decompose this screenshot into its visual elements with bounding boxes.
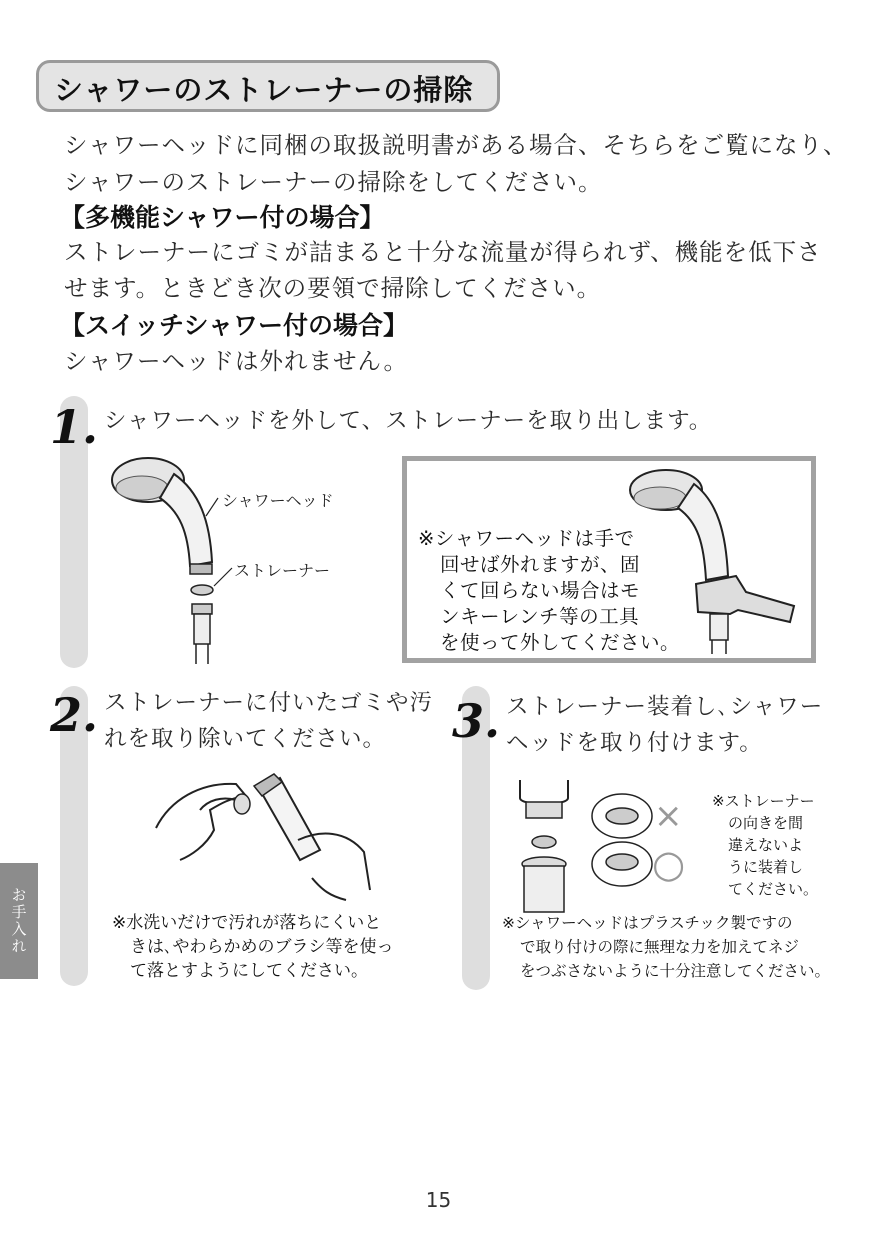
step3-note-line-2: で取り付けの際に無理な力を加えてネジ — [520, 938, 800, 956]
label-strainer: ストレーナー — [234, 561, 331, 580]
step2-note-line-1: ※水洗いだけで汚れが落ちにくいと — [112, 913, 382, 933]
step1-note-line-3: くて回らない場合はモ — [440, 579, 641, 602]
step3-side-note-line-4: うに装着し — [728, 858, 804, 876]
step3-side-note-line-3: 違えないよ — [728, 836, 804, 854]
page-title: シャワーのストレーナーの掃除 — [54, 73, 474, 107]
multi-heading: 【多機能シャワー付の場合】 — [60, 203, 385, 232]
switch-line-1: シャワーヘッドは外れません。 — [64, 347, 408, 375]
step2-number: 2. — [50, 688, 99, 742]
step2-note-line-3: て落とすようにしてください。 — [130, 961, 368, 981]
page-number: 15 — [425, 1188, 452, 1212]
brush-cleaning-illustration — [150, 770, 390, 910]
switch-heading: 【スイッチシャワー付の場合】 — [60, 311, 409, 340]
multi-line-2: せます。ときどき次の要領で掃除してください。 — [64, 274, 602, 302]
step2-note-line-2: きは､やわらかめのブラシ等を使っ — [130, 937, 394, 957]
intro-line-1: シャワーヘッドに同梱の取扱説明書がある場合、そちらをご覧になり、 — [64, 131, 848, 159]
wrong-mark: × — [654, 796, 683, 836]
right-mark: ○ — [652, 842, 686, 886]
wrench-illustration — [626, 464, 806, 654]
step3-line-2: ヘッドを取り付けます。 — [506, 730, 763, 756]
step3-side-note-line-5: てください。 — [728, 880, 819, 898]
step3-line-1: ストレーナー装着し､シャワー — [506, 694, 824, 720]
side-tab-maintenance[interactable]: お手入れ — [0, 863, 38, 979]
step3-side-note-line-2: の向きを間 — [728, 814, 804, 832]
step3-note-line-1: ※シャワーヘッドはプラスチック製ですの — [502, 914, 793, 932]
step1-note-line-5: を使って外してください。 — [440, 631, 681, 654]
step1-note-line-2: 回せば外れますが、固 — [440, 553, 641, 576]
step1-number: 1. — [50, 400, 99, 454]
step3-side-note-line-1: ※ストレーナー — [712, 792, 815, 810]
multi-line-1: ストレーナーにゴミが詰まると十分な流量が得られず、機能を低下さ — [64, 238, 822, 266]
step3-number: 3. — [452, 694, 501, 748]
step2-line-1: ストレーナーに付いたゴミや汚 — [104, 690, 434, 716]
step1-note-line-1: ※シャワーヘッドは手で — [418, 527, 635, 550]
step3-note-line-3: をつぶさないように十分注意してください。 — [520, 962, 831, 980]
intro-line-2: シャワーのストレーナーの掃除をしてください。 — [64, 168, 603, 196]
label-shower-head: シャワーヘッド — [222, 491, 334, 510]
step1-note-line-4: ンキーレンチ等の工具 — [440, 605, 640, 628]
step2-line-2: れを取り除いてください。 — [104, 726, 387, 752]
step1-text: シャワーヘッドを外して、ストレーナーを取り出します。 — [104, 408, 713, 434]
